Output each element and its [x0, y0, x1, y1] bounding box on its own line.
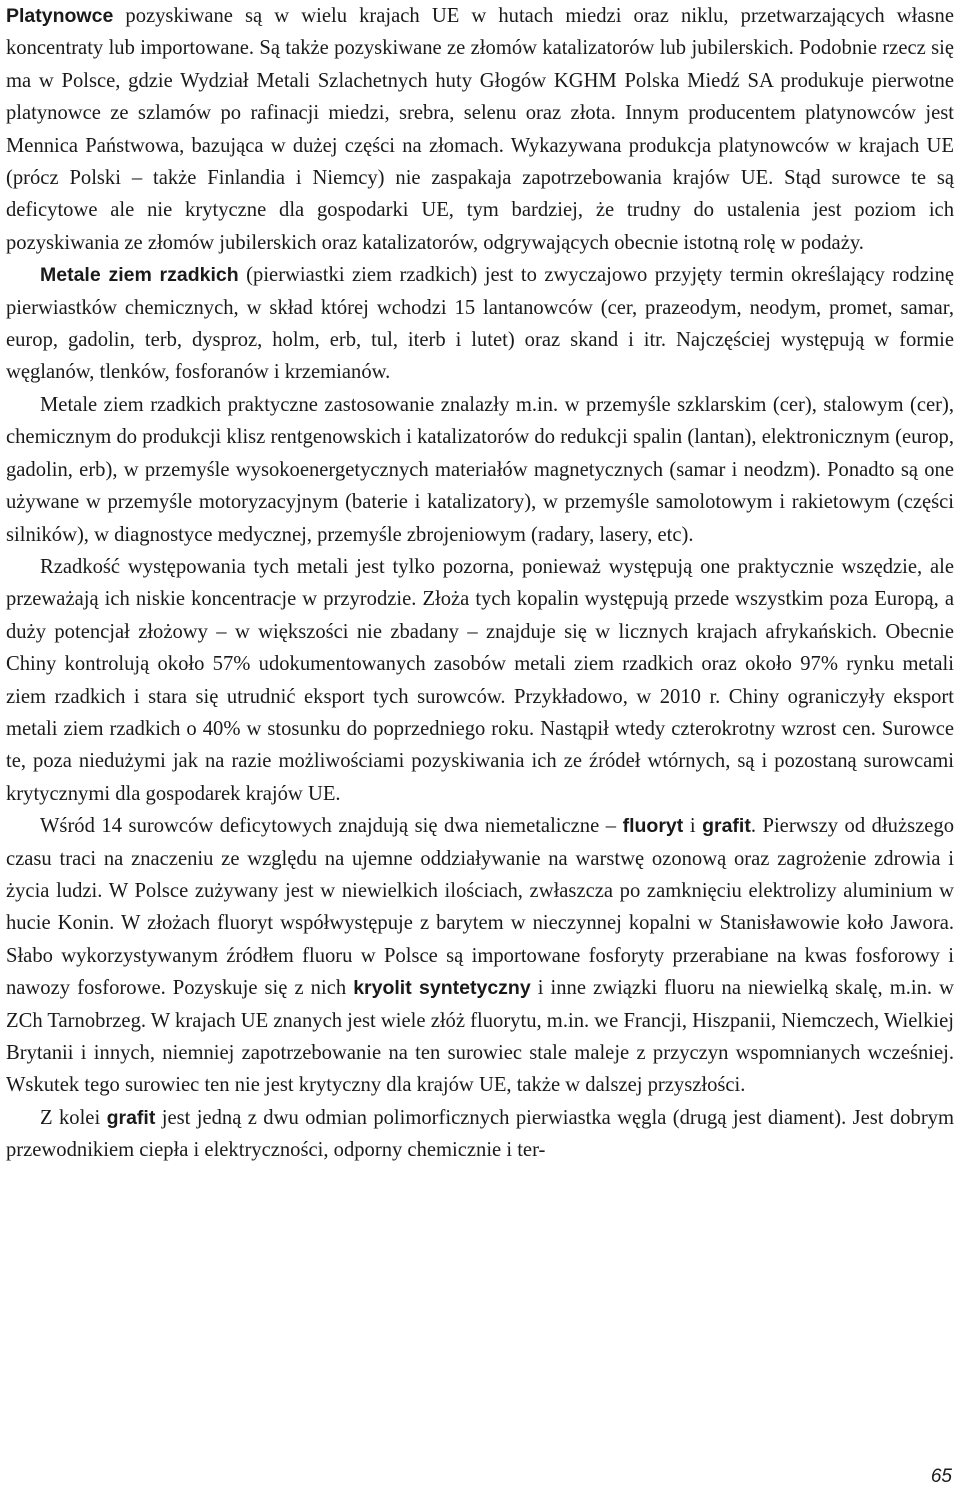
paragraph-text: jest jedną z dwu odmian polimorficznych pierwiastka węgla (drugą jest diament). Jest dobrym przewodnikiem ciepła i elektryczności, odporny chemicznie i ter-: [6, 1106, 955, 1162]
paragraph-text: Metale ziem rzadkich praktyczne zastosowanie znalazły m.in. w przemyśle szklarskim (cer), stalowym (cer), chemicznym do produkcji klisz rentgenowskich i katalizatorów do redukcji spalin (lantan), elektronicznym (europ, gadolin, erb), w przemyśle wysokoenergetycznych materiałów magnetycznych (samar i neodzm). Ponadto są one używane w przemyśle motoryzacyjnym (baterie i katalizatory), w przemyśle samolotowym i rakietowym (części silników), w diagnostyce medycznej, przemyśle zbrojeniowym (radary, lasery, etc).: [6, 393, 954, 546]
paragraph-platynowce: [6, 0, 954, 259]
paragraph-text: Wśród 14 surowców deficytowych znajdują się dwa niemetaliczne –: [40, 815, 623, 838]
term-grafit: grafit: [106, 1106, 156, 1129]
term-grafit: grafit: [702, 815, 751, 838]
paragraph-text: . Pierwszy od dłuższego czasu traci na znaczeniu ze względu na ujemne oddziaływanie na warstwę ozonową oraz zagrożenie zdrowia i życia ludzi. W Polsce zużywany jest w niewielkich ilościach, zwłaszcza po zamknięciu elektrolizy aluminium w hucie Konin. W złożach fluoryt współwystępuje z barytem w nieczynnej kopalni w Stanisławowie koło Jawora. Słabo wykorzystywanym źródłem fluoru w Polsce są importowane fosforyty przerabiane na kwas fosforowy i nawozy fosforowe. Pozyskuje się z nich: [6, 815, 955, 1000]
paragraph-text: Z kolei: [40, 1106, 107, 1129]
paragraph-grafit: [6, 1102, 954, 1167]
term-platynowce: Platynowce: [6, 5, 114, 27]
paragraph-text: Rzadkość występowania tych metali jest tylko pozorna, ponieważ występują one praktycznie wszędzie, ale przeważają ich niskie koncentracje w przyrodzie. Złoża tych kopalin występują przede wszystkim poza Europą, a duży potencjał złożowy – w większości nie zbadany – znajduje się w licznych krajach afrykańskich. Obecnie Chiny kontrolują około 57% udokumentowanych zasobów metali ziem rzadkich oraz około 97% rynku metali ziem rzadkich i stara się utrudnić eksport tych surowców. Przykładowo, w 2010 r. Chiny ograniczyły eksport metali ziem rzadkich o 40% w stosunku do poprzedniego roku. Nastąpił wtedy czterokrotny wzrost cen. Surowce te, poza niedużymi jak na razie możliwościami pozyskiwania ich ze źródeł wtórnych, są i pozostaną surowcami krytycznymi dla gospodarek krajów UE.: [6, 555, 954, 805]
term-fluoryt: fluoryt: [622, 815, 684, 838]
paragraph-text: (pierwiastki ziem rzadkich) jest to zwyczajowo przyjęty termin określający rodzinę pierwiastków chemicznych, w skład której wchodzi 15 lantanowców (cer, prazeodym, neodym, promet, samar, europ, gadolin, terb, dysproz, holm, erb, tul, iterb i lutet) oraz skand i itr. Najczęściej występują w formie węglanów, tlenków, fosforanów i krzemianów.: [6, 264, 955, 384]
paragraph-rzadkosc: [6, 551, 954, 810]
paragraph-fluoryt: [6, 810, 954, 1102]
page-number: 65: [930, 1466, 952, 1487]
paragraph-zastosowanie: [6, 389, 954, 551]
paragraph-metale-ziem-rzadkich: [6, 259, 954, 389]
term-kryolit-syntetyczny: kryolit syntetyczny: [353, 977, 531, 1000]
paragraph-text: pozyskiwane są w wielu krajach UE w hutach miedzi oraz niklu, przetwarzających własne koncentraty lub importowane. Są także pozyskiwane ze złomów katalizatorów lub jubilerskich. Podobnie rzecz się ma w Polsce, gdzie Wydział Metali Szlachetnych huty Głogów KGHM Polska Miedź SA produkuje pierwotne platynowce ze szlamów po rafinacji miedzi, srebra, selenu oraz złota. Innym producentem platynowców jest Mennica Państwowa, bazująca w dużej części na złomach. Wykazywana produkcja platynowców w krajach UE (prócz Polski – także Finlandia i Niemcy) nie zaspakaja zapotrzebowania krajów UE. Stąd surowce te są deficytowe ale nie krytyczne dla gospodarki UE, tym bardziej, że trudny do ustalenia jest poziom ich pozyskiwania ze złomów jubilerskich oraz katalizatorów, odgrywających obecnie istotną rolę w podaży.: [6, 5, 954, 254]
paragraph-text: i: [683, 815, 703, 838]
paragraph-text: i inne związki fluoru na niewielką skalę, m.in. w ZCh Tarnobrzeg. W krajach UE znanych jest wiele złóż fluorytu, m.in. we Francji, Hiszpanii, Niemczech, Wielkiej Brytanii i innych, niemniej zapotrzebowanie na ten surowiec stale maleje z przyczyn wspomnianych wcześniej. Wskutek tego surowiec ten nie jest krytyczny dla krajów UE, także w dalszej przyszłości.: [6, 977, 954, 1097]
document-page: [6, 0, 954, 1167]
term-metale-ziem-rzadkich: Metale ziem rzadkich: [40, 264, 239, 287]
